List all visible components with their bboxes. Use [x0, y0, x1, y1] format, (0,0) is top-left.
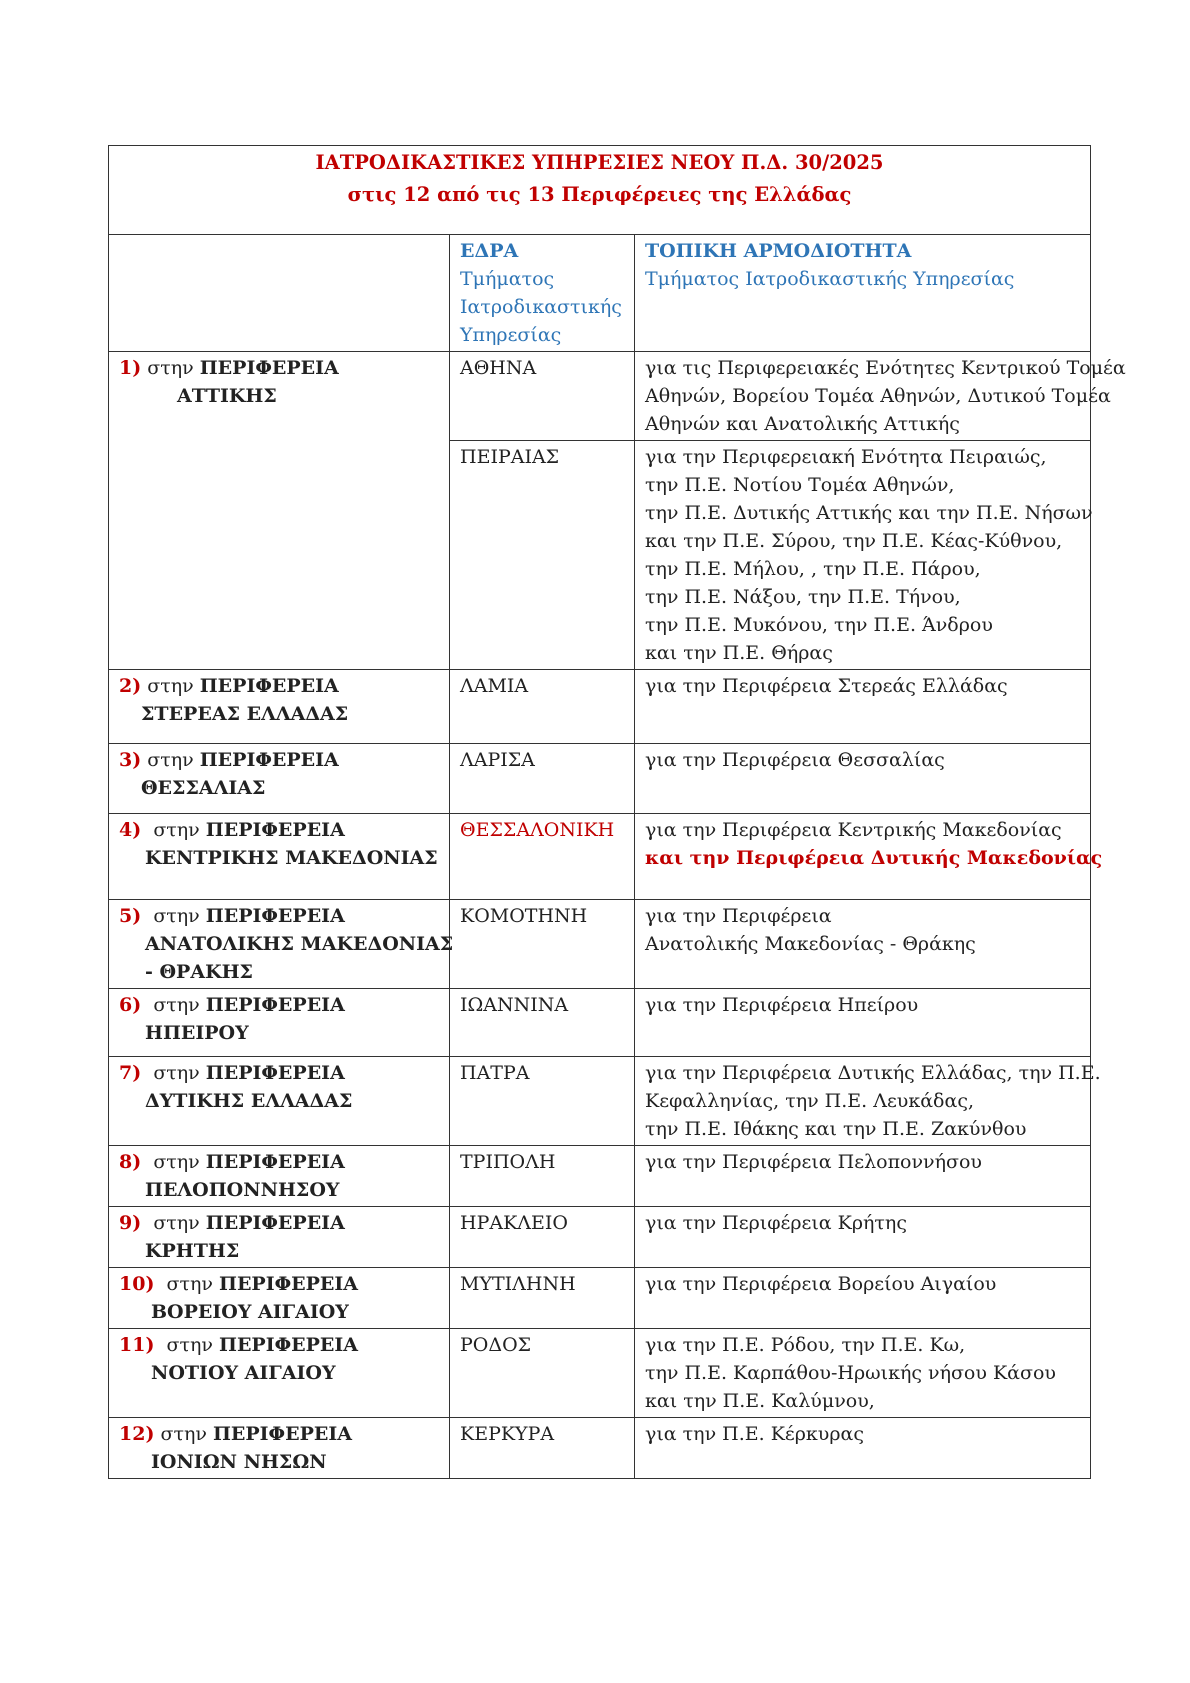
region-label: ΠΕΡΙΦΕΡΕΙΑ	[205, 819, 345, 841]
table-row	[109, 1329, 1091, 1418]
region-name: ΔΥΤΙΚΗΣ ΕΛΛΑΔΑΣ	[145, 1090, 353, 1112]
region-label: ΠΕΡΙΦΕΡΕΙΑ	[205, 905, 345, 927]
seat-cell: ΗΡΑΚΛΕΙΟ	[450, 1207, 635, 1268]
region-label: ΠΕΡΙΦΕΡΕΙΑ	[205, 1212, 345, 1234]
juris-cell	[635, 1268, 1091, 1329]
row-number: 1)	[119, 357, 142, 379]
juris-cell	[635, 1418, 1091, 1479]
juris-line: για την Περιφέρεια Ηπείρου	[645, 994, 919, 1016]
seat-cell: ΠΕΙΡΑΙΑΣ	[450, 441, 635, 670]
region-label: ΠΕΡΙΦΕΡΕΙΑ	[219, 1334, 359, 1356]
table-row	[109, 1057, 1091, 1146]
region-label: ΠΕΡΙΦΕΡΕΙΑ	[205, 1062, 345, 1084]
region-prefix: στην	[147, 357, 194, 379]
juris-line: για την Περιφέρεια	[645, 905, 832, 927]
row-number: 8)	[119, 1151, 142, 1173]
juris-line: Αθηνών και Ανατολικής Αττικής	[645, 413, 960, 435]
juris-line: για την Περιφέρεια Πελοποννήσου	[645, 1151, 982, 1173]
region-prefix: στην	[166, 1273, 213, 1295]
juris-line: για την Π.Ε. Ρόδου, την Π.Ε. Κω,	[645, 1334, 966, 1356]
seat-cell: ΛΑΡΙΣΑ	[450, 744, 635, 814]
region-name: ΣΤΕΡΕΑΣ ΕΛΛΑΔΑΣ	[141, 703, 349, 725]
juris-line: για την Περιφέρεια Κρήτης	[645, 1212, 907, 1234]
regions-table	[108, 145, 1126, 1479]
juris-cell	[635, 900, 1091, 989]
region-name: ΑΤΤΙΚΗΣ	[177, 385, 277, 407]
table-row	[109, 814, 1091, 900]
seat-cell: ΜΥΤΙΛΗΝΗ	[450, 1268, 635, 1329]
juris-line: Ανατολικής Μακεδονίας - Θράκης	[645, 933, 976, 955]
region-name: ΠΕΛΟΠΟΝΝΗΣΟΥ	[145, 1179, 340, 1201]
region-label: ΠΕΡΙΦΕΡΕΙΑ	[205, 994, 345, 1016]
region-name: - ΘΡΑΚΗΣ	[145, 961, 253, 983]
juris-line: την Π.Ε. Ιθάκης και την Π.Ε. Ζακύνθου	[645, 1118, 1027, 1140]
row-number: 4)	[119, 819, 142, 841]
seat-cell: ΡΟΔΟΣ	[450, 1329, 635, 1418]
seat-header-sub: Τμήματος	[460, 268, 555, 290]
juris-cell	[635, 352, 1126, 441]
juris-line: για την Περιφέρεια Στερεάς Ελλάδας	[645, 675, 1008, 697]
region-name: ΗΠΕΙΡΟΥ	[145, 1022, 249, 1044]
table-row	[109, 670, 1091, 744]
region-name: ΙΟΝΙΩΝ ΝΗΣΩΝ	[151, 1451, 327, 1473]
seat-cell: ΚΟΜΟΤΗΝΗ	[450, 900, 635, 989]
juris-cell	[635, 441, 1091, 670]
juris-line: Αθηνών, Βορείου Τομέα Αθηνών, Δυτικού Τομέα	[645, 385, 1111, 407]
juris-line: για την Περιφέρεια Δυτικής Ελλάδας, την Π.Ε.	[645, 1062, 1101, 1084]
juris-line: για τις Περιφερειακές Ενότητες Κεντρικού Τομέα	[645, 357, 1126, 379]
region-prefix: στην	[153, 819, 200, 841]
seat-cell: ΛΑΜΙΑ	[450, 670, 635, 744]
juris-cell	[635, 744, 1091, 814]
juris-line: για την Π.Ε. Κέρκυρας	[645, 1423, 864, 1445]
region-prefix: στην	[166, 1334, 213, 1356]
region-label: ΠΕΡΙΦΕΡΕΙΑ	[219, 1273, 359, 1295]
document-subtitle: στις 12 από τις 13 Περιφέρειες της Ελλάδας	[347, 183, 852, 206]
row-number: 7)	[119, 1062, 142, 1084]
table-row	[109, 744, 1091, 814]
table-row	[109, 1207, 1091, 1268]
region-prefix: στην	[153, 1212, 200, 1234]
region-label: ΠΕΡΙΦΕΡΕΙΑ	[212, 1423, 352, 1445]
juris-line: την Π.Ε. Μυκόνου, την Π.Ε. Άνδρου	[645, 614, 993, 636]
seat-cell: ΙΩΑΝΝΙΝΑ	[450, 989, 635, 1057]
region-cell	[109, 744, 450, 814]
region-cell	[109, 1418, 450, 1479]
juris-line: και την Π.Ε. Θήρας	[645, 642, 833, 664]
region-cell	[109, 900, 454, 989]
region-name: ΒΟΡΕΙΟΥ ΑΙΓΑΙΟΥ	[151, 1301, 349, 1323]
header-juris-cell	[635, 235, 1091, 352]
region-name: ΚΡΗΤΗΣ	[145, 1240, 240, 1262]
region-name: ΘΕΣΣΑΛΙΑΣ	[141, 777, 266, 799]
juris-cell	[635, 1207, 1091, 1268]
header-empty-cell	[109, 235, 450, 352]
table-row	[109, 1418, 1091, 1479]
seat-header-title: ΕΔΡΑ	[460, 240, 519, 262]
region-cell	[109, 352, 450, 670]
region-prefix: στην	[153, 994, 200, 1016]
region-prefix: στην	[153, 905, 200, 927]
region-label: ΠΕΡΙΦΕΡΕΙΑ	[199, 357, 339, 379]
region-prefix: στην	[153, 1151, 200, 1173]
juris-cell	[635, 814, 1103, 900]
seat-cell: ΤΡΙΠΟΛΗ	[450, 1146, 635, 1207]
juris-line: για την Περιφερειακή Ενότητα Πειραιώς,	[645, 446, 1047, 468]
region-name: ΝΟΤΙΟΥ ΑΙΓΑΙΟΥ	[151, 1362, 336, 1384]
juris-cell	[635, 1057, 1101, 1146]
juris-line: την Π.Ε. Δυτικής Αττικής και την Π.Ε. Νήσων	[645, 502, 1093, 524]
seat-cell: ΘΕΣΣΑΛΟΝΙΚΗ	[450, 814, 635, 900]
table-row	[109, 989, 1091, 1057]
title-row	[109, 146, 1091, 235]
seat-cell: ΑΘΗΝΑ	[450, 352, 635, 441]
juris-line: την Π.Ε. Νάξου, την Π.Ε. Τήνου,	[645, 586, 961, 608]
seat-header-sub: Ιατροδικαστικής	[460, 296, 622, 318]
juris-header-sub: Τμήματος Ιατροδικαστικής Υπηρεσίας	[645, 268, 1015, 290]
juris-line: για την Περιφέρεια Κεντρικής Μακεδονίας	[645, 819, 1062, 841]
row-number: 5)	[119, 905, 142, 927]
region-label: ΠΕΡΙΦΕΡΕΙΑ	[199, 675, 339, 697]
juris-line: για την Περιφέρεια Θεσσαλίας	[645, 749, 945, 771]
juris-line: και την Π.Ε. Καλύμνου,	[645, 1390, 875, 1412]
table-row	[109, 1268, 1091, 1329]
header-row	[109, 235, 1091, 352]
juris-cell	[635, 1146, 1091, 1207]
juris-line-highlight: και την Περιφέρεια Δυτικής Μακεδονίας	[645, 847, 1103, 869]
title-cell	[109, 146, 1091, 235]
juris-line: την Π.Ε. Μήλου, , την Π.Ε. Πάρου,	[645, 558, 981, 580]
region-prefix: στην	[160, 1423, 207, 1445]
juris-cell	[635, 1329, 1091, 1418]
seat-cell: ΚΕΡΚΥΡΑ	[450, 1418, 635, 1479]
seat-cell: ΠΑΤΡΑ	[450, 1057, 635, 1146]
region-label: ΠΕΡΙΦΕΡΕΙΑ	[205, 1151, 345, 1173]
region-prefix: στην	[147, 749, 194, 771]
header-seat-cell	[450, 235, 635, 352]
region-cell	[109, 1207, 450, 1268]
juris-cell	[635, 670, 1091, 744]
region-cell	[109, 1268, 450, 1329]
juris-line: την Π.Ε. Καρπάθου-Ηρωικής νήσου Κάσου	[645, 1362, 1056, 1384]
juris-line: Κεφαλληνίας, την Π.Ε. Λευκάδας,	[645, 1090, 975, 1112]
region-cell	[109, 989, 450, 1057]
region-name: ΚΕΝΤΡΙΚΗΣ ΜΑΚΕΔΟΝΙΑΣ	[145, 847, 438, 869]
row-number: 11)	[119, 1334, 155, 1356]
row-number: 6)	[119, 994, 142, 1016]
region-prefix: στην	[147, 675, 194, 697]
row-number: 3)	[119, 749, 142, 771]
region-cell	[109, 1146, 450, 1207]
table-row	[109, 1146, 1091, 1207]
region-label: ΠΕΡΙΦΕΡΕΙΑ	[199, 749, 339, 771]
region-cell	[109, 814, 450, 900]
juris-line: και την Π.Ε. Σύρου, την Π.Ε. Κέας-Κύθνου,	[645, 530, 1063, 552]
document-title: ΙΑΤΡΟΔΙΚΑΣΤΙΚΕΣ ΥΠΗΡΕΣΙΕΣ ΝΕΟΥ Π.Δ. 30/2025	[315, 151, 884, 174]
table-row	[109, 352, 1091, 441]
region-cell	[109, 1057, 450, 1146]
region-prefix: στην	[153, 1062, 200, 1084]
juris-line: την Π.Ε. Νοτίου Τομέα Αθηνών,	[645, 474, 955, 496]
seat-header-sub: Υπηρεσίας	[460, 324, 562, 346]
row-number: 9)	[119, 1212, 142, 1234]
juris-cell	[635, 989, 1091, 1057]
region-cell	[109, 670, 450, 744]
row-number: 10)	[119, 1273, 155, 1295]
juris-line: για την Περιφέρεια Βορείου Αιγαίου	[645, 1273, 997, 1295]
row-number: 2)	[119, 675, 142, 697]
region-name: ΑΝΑΤΟΛΙΚΗΣ ΜΑΚΕΔΟΝΙΑΣ	[145, 933, 454, 955]
juris-header-title: ΤΟΠΙΚΗ ΑΡΜΟΔΙΟΤΗΤΑ	[645, 240, 912, 262]
row-number: 12)	[119, 1423, 155, 1445]
region-cell	[109, 1329, 450, 1418]
table-row	[109, 900, 1091, 989]
